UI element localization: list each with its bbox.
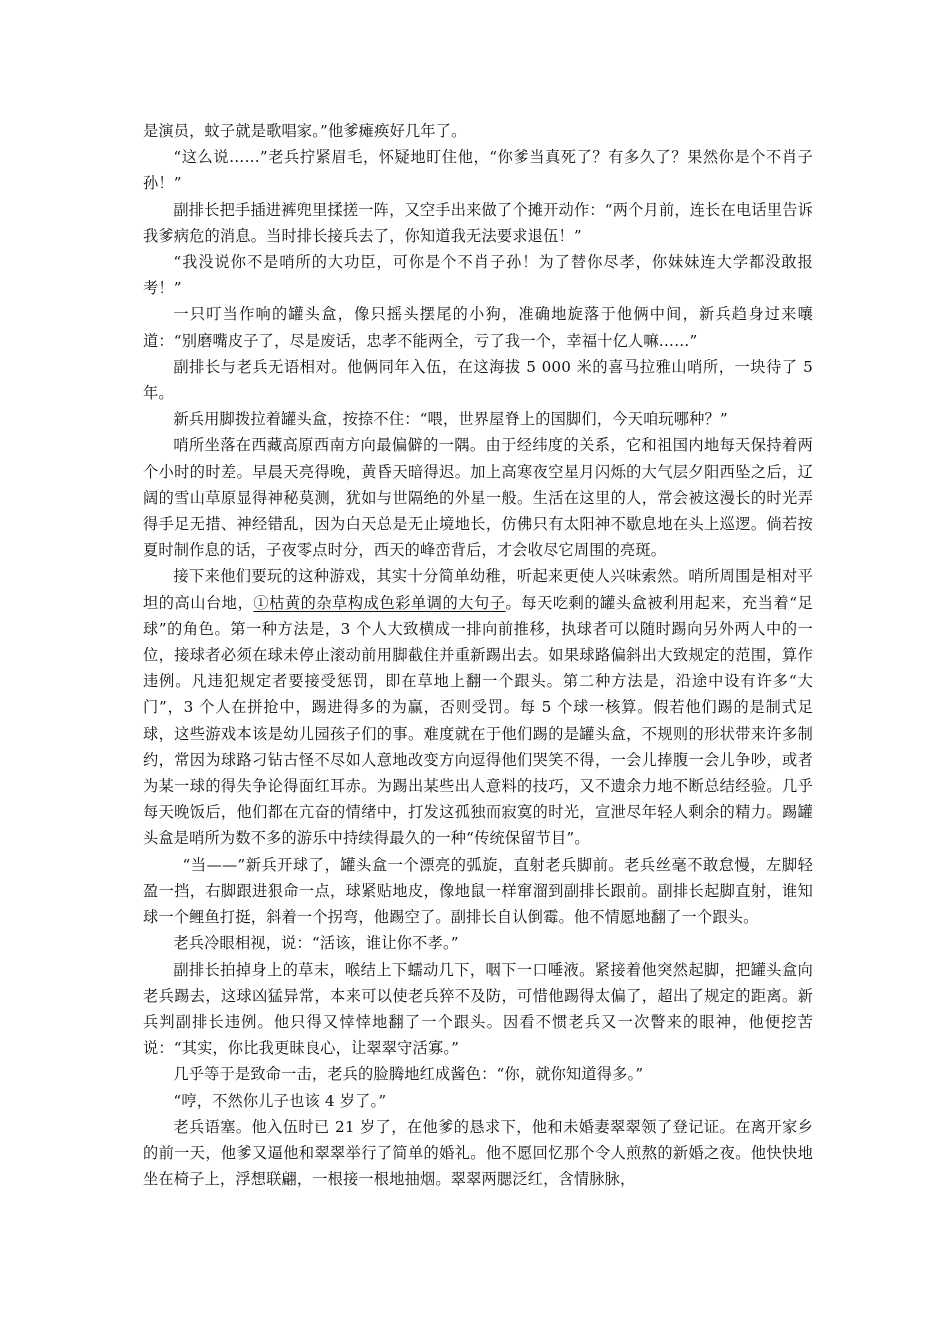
paragraph: 几乎等于是致命一击，老兵的脸腾地红成酱色：“你，就你知道得多。” [173,1065,644,1084]
paragraph: 新兵用脚拨拉着罐头盒，按捺不住：“喂，世界屋脊上的国脚们，今天咱玩哪种？” [173,410,728,429]
paragraph: 一只叮当作响的罐头盒，像只摇头摆尾的小狗，准确地旋落于他俩中间，新兵趋身过来嚷道：“别磨嘴皮子了，尽是废话，忠孝不能两全，亏了我一个，幸福十亿人嘛……” [143,305,813,350]
document-body [143,118,813,1192]
paragraph-text: 。每天吃剩的罐头盒被利用起来，充当着“足球”的角色。第一种方法是，3 个人大致横成一排向前推移，执球者可以随时踢向另外两人中的一位，接球者必须在球未停止滚动前用脚截住并重新踢出去。如果球路偏斜出大致规定的范围，算作违例。凡违犯规定者要接受惩罚，即在草地上翻一个跟头。第二种方法是，沿途中设有许多“大门”，3 个人在拼抢中，踢进得多的为赢，否则受罚。每 5 个球一核算。假若他们踢的是制式足球，这些游戏本该是幼儿园孩子们的事。难度就在于他们踢的是罐头盒，不规则的形状带来许多制约，常因为球路刁钻古怪不尽如人意地改变方向逗得他们哭笑不得，一会儿捧腹一会儿争吵，或者为某一球的得失争论得面红耳赤。为踢出某些出人意料的技巧，又不遗余力地不断总结经验。几乎每天晚饭后，他们都在亢奋的情绪中，打发这孤独而寂寞的时光，宣泄尽年轻人剩余的精力。踢罐头盒是哨所为数不多的游乐中持续得最久的一种“传统保留节目”。 [143,593,813,848]
paragraph-with-underline [143,563,813,851]
paragraph: 是演员，蚊子就是歌唱家。”他爹瘫痪好几年了。 [143,122,467,140]
paragraph: “我没说你不是哨所的大功臣，可你是个不肖子孙！为了替你尽孝，你妹妹连大学都没敢报考！” [143,253,813,298]
paragraph: 副排长与老兵无语相对。他俩同年入伍，在这海拔 5 000 米的喜马拉雅山哨所，一块待了 5 年。 [143,357,813,403]
paragraph: “当——”新兵开球了，罐头盒一个漂亮的弧旋，直射老兵脚前。老兵丝毫不敢怠慢，左脚轻盈一挡，右脚跟进狠命一点，球紧贴地皮，像地鼠一样窜溜到副排长跟前。副排长起脚直射，谁知球一个鲤鱼打挺，斜着一个拐弯，他踢空了。副排长自认倒霉。他不情愿地翻了一个跟头。 [143,855,813,927]
paragraph: 老兵冷眼相视，说：“活该，谁让你不孝。” [173,934,459,953]
paragraph: “这么说……”老兵拧紧眉毛，怀疑地盯住他，“你爹当真死了？有多久了？果然你是个不肖子孙！” [143,148,813,193]
underlined-sentence: ①枯黄的杂草构成色彩单调的大句子 [253,593,506,612]
paragraph: “哼，不然你儿子也该 4 岁了。” [173,1091,387,1110]
paragraph-text: 接下来他们要玩的这种游戏，其实十分简单幼稚，听起来更使人兴味索然。哨所周围是相对平坦的高山台地， [143,567,813,612]
paragraph: 哨所坐落在西藏高原西南方向最偏僻的一隅。由于经纬度的关系，它和祖国内地每天保持着两个小时的时差。早晨天亮得晚，黄昏天暗得迟。加上高寒夜空星月闪烁的大气层夕阳西坠之后，辽阔的雪山草原显得神秘莫测，犹如与世隔绝的外星一般。生活在这里的人，常会被这漫长的时光弄得手足无措、神经错乱，因为白天总是无止境地长，仿佛只有太阳神不歇息地在头上巡逻。倘若按夏时制作息的话，子夜零点时分，西天的峰峦背后，才会收尽它周围的亮斑。 [143,436,813,560]
paragraph: 副排长拍掉身上的草末，喉结上下蠕动几下，咽下一口唾液。紧接着他突然起脚，把罐头盒向老兵踢去，这球凶猛异常，本来可以使老兵猝不及防，可惜他踢得太偏了，超出了规定的距离。新兵判副排长违例。他只得又悻悻地翻了一个跟头。因看不惯老兵又一次瞥来的眼神，他便挖苦说：“其实，你比我更昧良心，让翠翠守活寡。” [143,960,813,1058]
paragraph: 老兵语塞。他入伍时已 21 岁了，在他爹的恳求下，他和未婚妻翠翠领了登记证。在离开家乡的前一天，他爹又逼他和翠翠举行了简单的婚礼。他不愿回忆那个令人煎熬的新婚之夜。他快快地坐在椅子上，浮想联翩，一根接一根地抽烟。翠翠两腮泛红，含情脉脉， [143,1117,813,1189]
paragraph: 副排长把手插进裤兜里揉搓一阵，又空手出来做了个摊开动作：“两个月前，连长在电话里告诉我爹病危的消息。当时排长接兵去了，你知道我无法要求退伍！” [143,200,813,245]
